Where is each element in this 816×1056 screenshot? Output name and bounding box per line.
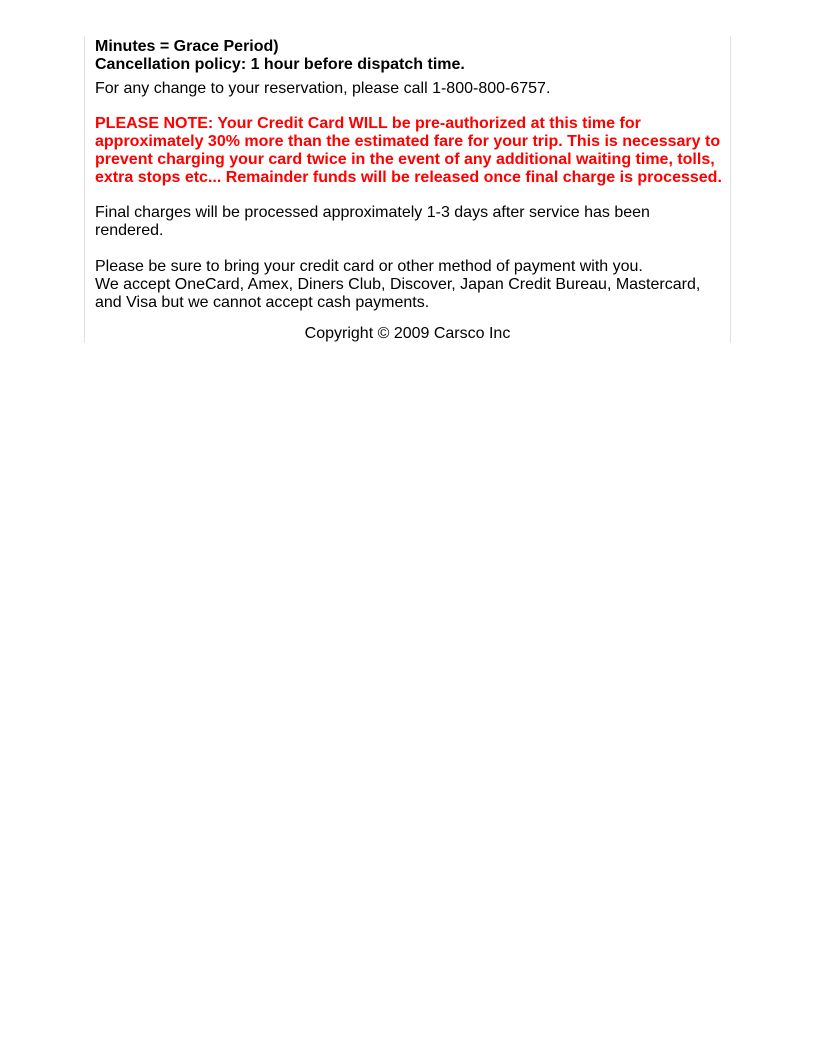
copyright-footer: Copyright © 2009 Carsco Inc (304, 325, 511, 342)
change-notice: For any change to your reservation, please call 1-800-800-6757. (95, 80, 551, 97)
policy-section (95, 38, 730, 74)
credit-note-line: extra stops etc... Remainder funds will be released once final charge is processed. (95, 169, 722, 186)
credit-note-line: PLEASE NOTE: Your Credit Card WILL be pre-authorized at this time for (95, 115, 641, 132)
credit-card-notice (95, 115, 730, 187)
cancellation-policy-text: Cancellation policy: 1 hour before dispatch time. (95, 56, 465, 73)
bring-payment-text: Please be sure to bring your credit card or other method of payment with you. (95, 258, 643, 275)
credit-note-line: approximately 30% more than the estimated fare for your trip. This is necessary to (95, 133, 721, 150)
accepted-cards-line: We accept OneCard, Amex, Diners Club, Discover, Japan Credit Bureau, Mastercard, (95, 276, 701, 293)
final-charges-text (95, 204, 730, 240)
grace-period-text: Minutes = Grace Period) (95, 38, 279, 55)
credit-note-line: prevent charging your card twice in the event of any additional waiting time, tolls, (95, 151, 715, 168)
final-charges-line: rendered. (95, 222, 164, 239)
final-charges-line: Final charges will be processed approximately 1-3 days after service has been (95, 204, 650, 221)
payment-info (95, 258, 730, 312)
accepted-cards-line: and Visa but we cannot accept cash payments. (95, 294, 430, 311)
